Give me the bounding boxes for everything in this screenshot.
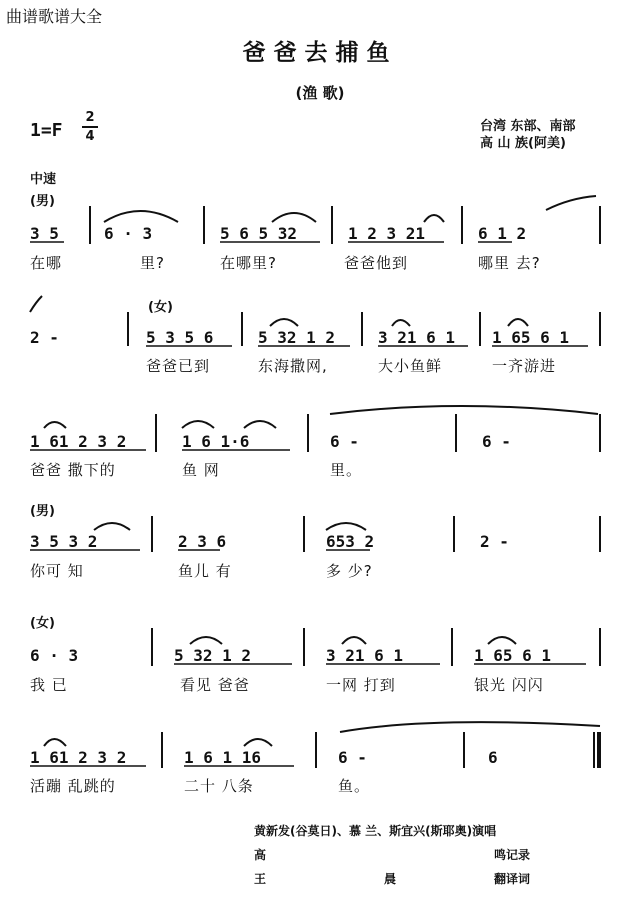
- voice-label-male: (男): [30, 194, 55, 209]
- notes-s1-m5: 6 1 2: [478, 224, 527, 243]
- lyrics-s6-m1: 活蹦 乱跳的: [30, 777, 116, 795]
- origin-line-1: 台湾 东部、南部: [480, 119, 576, 134]
- time-signature-bottom: 4: [85, 129, 95, 144]
- lyrics-s3-m2: 鱼 网: [182, 461, 220, 479]
- voice-label-male-2: (男): [30, 504, 55, 519]
- slur: [190, 637, 222, 644]
- song-title: 爸爸去捕鱼: [242, 40, 398, 66]
- notes-s2-m4: 3 21 6 1: [378, 328, 456, 347]
- lyrics-s2-m4: 大小鱼鲜: [378, 357, 443, 375]
- lyrics-s2-m5: 一齐游进: [492, 357, 557, 375]
- lyrics-s2-m2: 爸爸已到: [146, 357, 211, 375]
- lyrics-s1-m5: 哪里 去?: [478, 254, 541, 272]
- notes-s3-m1: 1 61 2 3 2: [30, 432, 127, 451]
- lyrics-s5-m2: 看见 爸爸: [180, 676, 250, 694]
- notes-s3-m2: 1 6 1·6: [182, 432, 250, 451]
- lyrics-s3-m3: 里。: [330, 461, 363, 479]
- slur: [44, 422, 66, 428]
- lyrics-s5-m3: 一网 打到: [326, 676, 396, 694]
- notes-s6-m3: 6 -: [338, 748, 367, 767]
- credits-performers: 黄新发(谷莫日)、慕 兰、斯宜兴(斯耶奥)演唱: [254, 824, 497, 838]
- slur: [270, 319, 298, 326]
- slur: [104, 211, 178, 222]
- notes-s5-m2: 5 32 1 2: [174, 646, 252, 665]
- lyrics-s4-m2: 鱼儿 有: [178, 562, 232, 580]
- notes-s3-m4: 6 -: [482, 432, 511, 451]
- slur: [342, 637, 366, 644]
- voice-label-female-2: (女): [30, 616, 55, 631]
- slur: [182, 421, 214, 428]
- credits-translator-given: 晨: [384, 872, 397, 886]
- lyrics-s1-m3: 在哪里?: [220, 254, 277, 272]
- notes-s5-m1: 6 · 3: [30, 646, 79, 665]
- lyrics-s5-m1: 我 已: [30, 676, 68, 694]
- slur: [44, 739, 66, 746]
- lyrics-s5-m4: 银光 闪闪: [474, 676, 544, 694]
- slur: [392, 320, 410, 326]
- notes-s1-m3: 5 6 5 32: [220, 224, 298, 243]
- lyrics-s1-m4: 爸爸他到: [344, 254, 409, 272]
- notes-s2-m3: 5 32 1 2: [258, 328, 336, 347]
- notes-s1-m4: 1 2 3 21: [348, 224, 426, 243]
- voice-label-female: (女): [148, 300, 173, 315]
- slur: [546, 196, 596, 210]
- slur: [94, 523, 130, 530]
- watermark: 曲谱歌谱大全: [6, 7, 103, 26]
- slur: [30, 296, 42, 312]
- notes-s5-m3: 3 21 6 1: [326, 646, 404, 665]
- notes-s6-m4: 6: [488, 748, 498, 767]
- tempo-marking: 中速: [30, 172, 57, 187]
- notes-s3-m3: 6 -: [330, 432, 359, 451]
- credits-translator-role: 翻译词: [494, 872, 531, 886]
- lyrics-s6-m2: 二十 八条: [184, 777, 254, 795]
- notes-s2-m1: 2 -: [30, 328, 59, 347]
- slur: [244, 739, 272, 746]
- slur: [508, 319, 528, 326]
- slur: [488, 637, 516, 644]
- notes-s5-m4: 1 65 6 1: [474, 646, 552, 665]
- slur: [326, 523, 366, 530]
- slur: [272, 213, 316, 222]
- notes-s2-m2: 5 3 5 6: [146, 328, 214, 347]
- notes-s4-m1: 3 5 3 2: [30, 532, 98, 551]
- key-signature: 1=F: [30, 120, 63, 141]
- notes-s4-m4: 2 -: [480, 532, 509, 551]
- slur: [330, 406, 598, 414]
- notes-s4-m2: 2 3 6: [178, 532, 227, 551]
- notes-s1-m2: 6 · 3: [104, 224, 153, 243]
- notes-s6-m1: 1 61 2 3 2: [30, 748, 127, 767]
- lyrics-s6-m3: 鱼。: [338, 777, 371, 795]
- notes-s1-m1: 3 5: [30, 224, 59, 243]
- credits-translator-surname: 王: [254, 872, 267, 886]
- lyrics-s4-m1: 你可 知: [30, 562, 84, 580]
- song-subtitle: (渔 歌): [295, 84, 345, 102]
- slur: [424, 215, 444, 222]
- slur: [244, 421, 276, 428]
- time-signature-top: 2: [85, 110, 95, 125]
- credits-recorder-role: 鸣记录: [494, 848, 531, 862]
- lyrics-s1-m1: 在哪: [30, 254, 63, 272]
- lyrics-s4-m3: 多 少?: [326, 562, 373, 580]
- lyrics-s1-m2: 里?: [140, 254, 165, 272]
- lyrics-s3-m1: 爸爸 撒下的: [30, 461, 116, 479]
- notes-s6-m2: 1 6 1 16: [184, 748, 262, 767]
- notes-s2-m5: 1 65 6 1: [492, 328, 570, 347]
- notes-s4-m3: 653 2: [326, 532, 375, 551]
- origin-line-2: 高 山 族(阿美): [480, 136, 566, 151]
- credits-recorder-surname: 高: [254, 848, 267, 862]
- slur: [340, 722, 600, 732]
- lyrics-s2-m3: 东海撒网,: [258, 357, 328, 375]
